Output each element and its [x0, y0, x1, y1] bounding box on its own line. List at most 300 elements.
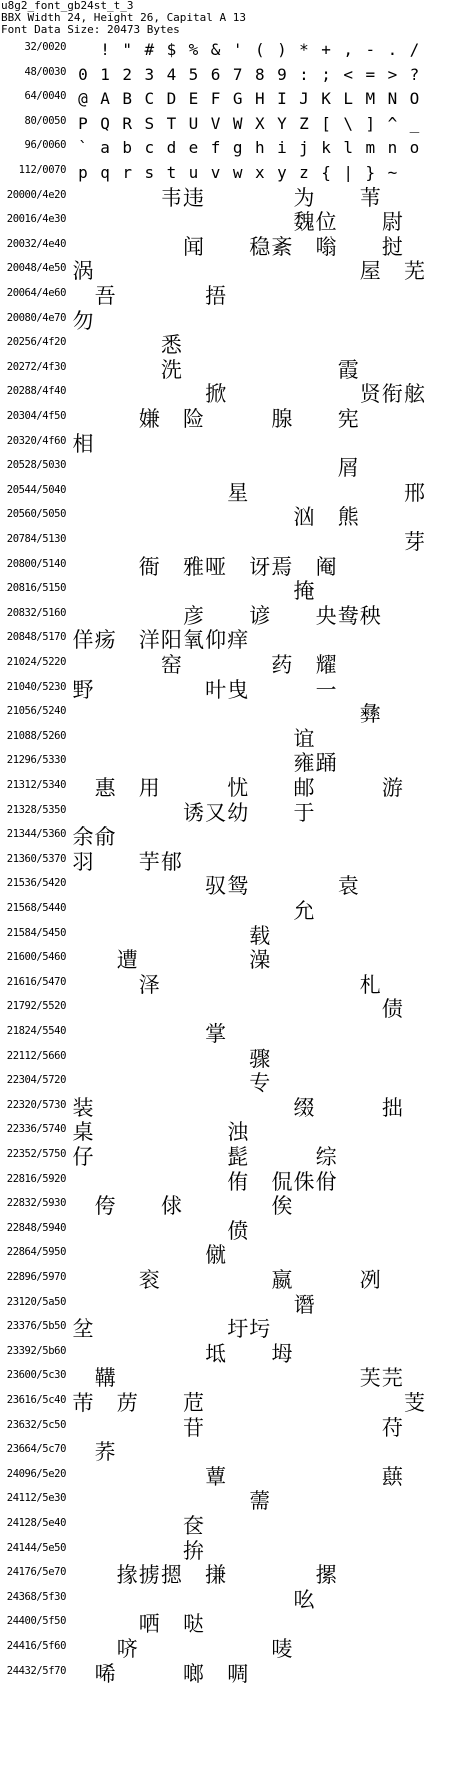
row-label: 22112/5660 [6, 1049, 66, 1062]
glyph-cell: 悉 [160, 333, 182, 358]
glyph-cell: 于 [293, 800, 315, 825]
glyph-cell: _ [409, 113, 420, 133]
glyph-row [0, 653, 475, 677]
glyph-cell: d [166, 138, 177, 158]
glyph-row [0, 1612, 475, 1636]
glyph-cell: 3 [144, 64, 155, 84]
glyph-cell: ` [78, 138, 88, 158]
glyph-cell: R [122, 113, 132, 133]
glyph-cell: 苻 [381, 1415, 403, 1440]
glyph-cell: 叶 [205, 677, 227, 702]
glyph-cell: 邮 [293, 776, 315, 800]
glyph-cell: 哑 [205, 554, 227, 579]
glyph-cell: z [299, 163, 309, 182]
glyph-cell: 俞 [94, 825, 116, 850]
glyph-cell: 贤 [359, 382, 381, 407]
glyph-cell: 星 [227, 480, 249, 505]
glyph-cell: K [321, 89, 331, 109]
glyph-cell: 嬴 [271, 1268, 293, 1292]
glyph-cell: " [122, 40, 132, 59]
glyph-row [0, 604, 475, 628]
glyph-cell: b [122, 138, 132, 158]
glyph-cell: B [122, 89, 132, 109]
glyph-row [0, 1440, 475, 1464]
glyph-cell: 鸳 [227, 874, 249, 899]
glyph-cell: 唛 [271, 1637, 293, 1661]
glyph-cell: 佾 [315, 1169, 337, 1194]
glyph-cell: p [78, 163, 88, 182]
glyph-cell: 装 [72, 1095, 94, 1120]
row-label: 21328/5350 [6, 803, 66, 816]
glyph-cell: 仰 [205, 628, 227, 653]
glyph-row [0, 1416, 475, 1440]
glyph-cell: F [210, 89, 221, 109]
row-label: 22304/5720 [6, 1074, 66, 1087]
glyph-cell: + [321, 40, 331, 59]
glyph-cell: 奁 [183, 1514, 204, 1538]
glyph-cell: U [188, 113, 199, 133]
glyph-cell: 险 [183, 407, 204, 431]
glyph-cell: % [188, 40, 199, 59]
glyph-row [0, 579, 475, 603]
glyph-cell: 侏 [293, 1169, 315, 1194]
glyph-cell: 偾 [227, 1218, 249, 1243]
glyph-cell: f [210, 138, 221, 158]
glyph-cell: 遭 [116, 948, 138, 973]
glyph-cell: 哜 [116, 1637, 138, 1661]
glyph-cell: 氧 [183, 628, 204, 653]
glyph-cell: 僦 [205, 1243, 227, 1268]
glyph-cell: 为 [293, 185, 315, 210]
glyph-cell: 闻 [183, 234, 204, 259]
glyph-cell: 桌 [72, 1120, 94, 1145]
glyph-row [0, 1268, 475, 1292]
glyph-row [0, 825, 475, 849]
glyph-cell: 捂 [205, 284, 227, 308]
glyph-cell: 位 [315, 210, 337, 235]
glyph-row [0, 161, 475, 185]
glyph-cell: H [254, 89, 265, 109]
row-label: 64/0040 [24, 90, 66, 103]
glyph-cell: 雅 [183, 554, 204, 579]
glyph-cell: 韦 [160, 185, 182, 210]
glyph-cell: O [409, 89, 420, 109]
glyph-cell: 蕈 [205, 1464, 227, 1489]
glyph-cell: 芜 [404, 259, 425, 284]
row-label: 21584/5450 [6, 926, 66, 939]
glyph-cell: 紊 [271, 234, 293, 259]
glyph-cell: 债 [381, 997, 403, 1022]
glyph-cell: 哂 [138, 1612, 160, 1637]
glyph-cell: 综 [315, 1145, 337, 1169]
glyph-row [0, 1539, 475, 1563]
glyph-cell: L [343, 89, 353, 109]
glyph-cell: 窑 [160, 653, 182, 677]
glyph-cell: 嗡 [315, 234, 337, 259]
glyph-row [0, 555, 475, 579]
glyph-cell: 啷 [183, 1661, 204, 1686]
glyph-cell: k [321, 138, 331, 158]
row-label: 20064/4e60 [6, 287, 66, 299]
glyph-cell: 汹 [293, 505, 315, 530]
row-label: 20544/5040 [6, 483, 66, 496]
glyph-row [0, 997, 475, 1021]
glyph-cell: 勿 [72, 308, 94, 333]
glyph-row [0, 1293, 475, 1317]
glyph-cell: 洋 [138, 628, 160, 653]
glyph-cell: 芽 [404, 530, 425, 554]
row-label: 24416/5f60 [6, 1640, 66, 1652]
glyph-row [0, 1588, 475, 1612]
glyph-row [0, 63, 475, 87]
row-label: 22336/5740 [6, 1123, 66, 1136]
glyph-cell: 游 [381, 776, 403, 800]
glyph-cell: 薷 [249, 1489, 271, 1514]
glyph-row [0, 505, 475, 529]
row-label: 112/0070 [18, 164, 66, 176]
glyph-row [0, 776, 475, 800]
glyph-cell: 忧 [227, 776, 249, 800]
glyph-cell: 苊 [183, 1391, 204, 1415]
glyph-cell: ! [100, 40, 110, 59]
row-label: 22320/5730 [6, 1098, 66, 1111]
glyph-cell: m [365, 138, 376, 158]
row-label: 24176/5e70 [6, 1566, 66, 1579]
row-label: 80/0050 [24, 114, 66, 127]
glyph-cell: y [277, 163, 287, 182]
glyph-cell: 俟 [271, 1194, 293, 1219]
row-label: 21296/5330 [6, 754, 66, 767]
glyph-row [0, 333, 475, 357]
glyph-row [0, 801, 475, 825]
glyph-cell: 秧 [359, 603, 381, 628]
glyph-row [0, 112, 475, 136]
glyph-cell: M [365, 89, 376, 109]
glyph-cell: 尉 [381, 210, 403, 235]
glyph-cell: 芰 [404, 1391, 425, 1415]
glyph-cell: 芾 [72, 1391, 94, 1415]
glyph-row [0, 702, 475, 726]
glyph-row [0, 874, 475, 898]
row-label: 23120/5a50 [6, 1295, 66, 1308]
glyph-row [0, 1096, 475, 1120]
glyph-row [0, 948, 475, 972]
glyph-cell: 嫌 [138, 407, 160, 431]
glyph-row [0, 1514, 475, 1538]
row-label: 96/0060 [24, 139, 66, 152]
glyph-cell: 熊 [337, 505, 359, 530]
glyph-cell: ) [277, 40, 287, 59]
glyph-cell: t [166, 163, 177, 182]
glyph-row [0, 432, 475, 456]
glyph-row [0, 210, 475, 234]
glyph-cell: 圬 [249, 1317, 271, 1342]
glyph-cell: o [409, 138, 420, 158]
glyph-cell: Q [100, 113, 110, 133]
glyph-cell: 衙 [138, 554, 160, 579]
glyph-cell: 阳 [160, 628, 182, 653]
glyph-cell: > [387, 64, 398, 84]
glyph-cell: 药 [271, 653, 293, 677]
glyph-cell: e [188, 138, 199, 158]
glyph-cell: l [343, 138, 353, 158]
glyph-cell: 蕻 [381, 1464, 403, 1489]
glyph-cell: ' [232, 40, 243, 59]
glyph-cell: [ [321, 113, 331, 133]
glyph-cell: 踊 [315, 751, 337, 776]
glyph-cell: 诱 [183, 800, 204, 825]
glyph-cell: 鸯 [337, 603, 359, 628]
glyph-cell: 野 [72, 677, 94, 702]
glyph-cell: 邢 [404, 480, 425, 505]
glyph-cell: 曳 [227, 677, 249, 702]
glyph-row [0, 136, 475, 160]
glyph-cell: D [166, 89, 177, 109]
glyph-cell: q [100, 163, 110, 182]
glyph-cell: r [122, 163, 132, 182]
glyph-cell: 谊 [293, 726, 315, 751]
glyph-cell: ; [321, 64, 331, 84]
glyph-cell: 芫 [381, 1366, 403, 1391]
glyph-cell: 惠 [94, 776, 116, 800]
glyph-cell: w [232, 163, 243, 182]
glyph-cell: . [387, 40, 398, 59]
glyph-cell: 雍 [293, 751, 315, 776]
glyph-cell: ? [409, 64, 420, 84]
glyph-cell: 宪 [337, 407, 359, 431]
glyph-cell: # [144, 40, 155, 59]
glyph-cell: 7 [232, 64, 243, 84]
glyph-cell: 侑 [227, 1169, 249, 1194]
glyph-cell: 耀 [315, 653, 337, 677]
glyph-cell: 苷 [183, 1415, 204, 1440]
glyph-cell: 苈 [116, 1391, 138, 1415]
row-label: 22848/5940 [6, 1221, 66, 1234]
row-label: 24144/5e50 [6, 1541, 66, 1554]
glyph-cell: 挝 [381, 234, 403, 259]
row-label: 23632/5c50 [6, 1418, 66, 1431]
glyph-cell: * [299, 40, 309, 59]
glyph-cell: 衮 [138, 1268, 160, 1292]
glyph-cell: 掳 [138, 1563, 160, 1588]
glyph-row [0, 1170, 475, 1194]
row-label: 21088/5260 [6, 729, 66, 742]
row-label: 20304/4f50 [6, 410, 66, 422]
glyph-cell: W [232, 113, 243, 133]
glyph-cell: 6 [210, 64, 221, 84]
row-label: 20000/4e20 [6, 188, 66, 201]
glyph-row [0, 38, 475, 62]
row-label: 22352/5750 [6, 1148, 66, 1160]
glyph-cell: 违 [183, 185, 204, 210]
glyph-cell: X [254, 113, 265, 133]
glyph-cell: 8 [254, 64, 265, 84]
row-label: 24400/5f50 [6, 1615, 66, 1628]
glyph-row [0, 850, 475, 874]
glyph-cell: x [254, 163, 265, 182]
glyph-row [0, 407, 475, 431]
row-label: 23600/5c30 [6, 1369, 66, 1382]
glyph-cell: s [144, 163, 155, 182]
glyph-cell: 摁 [160, 1563, 182, 1588]
glyph-row [0, 973, 475, 997]
row-label: 20800/5140 [6, 557, 66, 570]
glyph-cell: 仔 [72, 1145, 94, 1169]
glyph-row [0, 1145, 475, 1169]
glyph-cell: 骤 [249, 1046, 271, 1071]
glyph-cell: 荞 [94, 1440, 116, 1465]
glyph-cell: E [188, 89, 199, 109]
glyph-cell: 央 [315, 603, 337, 628]
glyph-cell: 泽 [138, 972, 160, 997]
row-label: 20080/4e70 [6, 311, 66, 324]
glyph-cell: $ [166, 40, 177, 59]
glyph-row [0, 1120, 475, 1144]
glyph-cell: 拚 [183, 1538, 204, 1563]
row-label: 24128/5e40 [6, 1517, 66, 1529]
glyph-cell: ( [254, 40, 265, 59]
glyph-cell: 2 [122, 64, 132, 84]
glyph-cell: 芙 [359, 1366, 381, 1391]
header-title: u8g2_font_gb24st_t_3 [1, 0, 134, 12]
glyph-row [0, 1194, 475, 1218]
glyph-row [0, 1047, 475, 1071]
glyph-cell: I [277, 89, 287, 109]
glyph-cell: i [277, 138, 287, 158]
row-label: 24096/5e20 [6, 1467, 66, 1480]
glyph-row [0, 1366, 475, 1390]
glyph-row [0, 1243, 475, 1267]
glyph-cell: 魏 [293, 210, 315, 235]
row-label: 20032/4e40 [6, 237, 66, 250]
row-label: 48/0030 [24, 65, 66, 78]
glyph-cell: 谮 [293, 1292, 315, 1317]
glyph-row [0, 481, 475, 505]
row-label: 20048/4e50 [6, 262, 66, 275]
glyph-row [0, 628, 475, 652]
glyph-row [0, 727, 475, 751]
glyph-cell: N [387, 89, 398, 109]
row-label: 22816/5920 [6, 1172, 66, 1185]
glyph-row [0, 1563, 475, 1587]
glyph-cell: 相 [72, 431, 94, 456]
glyph-cell: @ [78, 89, 88, 109]
row-label: 21536/5420 [6, 877, 66, 890]
glyph-cell: 掌 [205, 1022, 227, 1046]
glyph-cell: 彝 [359, 702, 381, 727]
glyph-cell: 唏 [94, 1661, 116, 1686]
glyph-cell: P [78, 113, 88, 133]
glyph-cell: c [144, 138, 155, 158]
glyph-row [0, 382, 475, 406]
glyph-cell: 俅 [160, 1194, 182, 1219]
glyph-cell: = [365, 64, 376, 84]
glyph-cell: 浊 [227, 1120, 249, 1145]
glyph-cell: ] [365, 113, 376, 133]
glyph-cell: 驭 [205, 874, 227, 899]
glyph-row [0, 87, 475, 111]
row-label: 21600/5460 [6, 951, 66, 964]
glyph-cell: 涡 [72, 259, 94, 284]
glyph-cell: Y [277, 113, 287, 133]
glyph-cell: | [343, 163, 353, 182]
glyph-cell: 谚 [249, 603, 271, 628]
glyph-row [0, 678, 475, 702]
row-label: 20832/5160 [6, 606, 66, 619]
glyph-cell: A [100, 89, 110, 109]
glyph-cell: 苇 [359, 185, 381, 210]
glyph-cell: 澡 [249, 948, 271, 973]
glyph-cell: 掀 [205, 382, 227, 407]
glyph-cell: 9 [277, 64, 287, 84]
glyph-cell: J [299, 89, 309, 109]
glyph-cell: \ [343, 113, 353, 133]
glyph-cell: 羽 [72, 849, 94, 874]
glyph-row [0, 1391, 475, 1415]
row-label: 20272/4f30 [6, 360, 66, 373]
glyph-cell: T [166, 113, 177, 133]
glyph-cell: 一 [315, 677, 337, 702]
glyph-cell: C [144, 89, 155, 109]
glyph-cell: g [232, 138, 243, 158]
row-label: 23392/5b60 [6, 1344, 66, 1357]
glyph-row [0, 924, 475, 948]
row-label: 20848/5170 [6, 631, 66, 644]
glyph-cell: / [409, 40, 420, 59]
glyph-cell: 衔 [381, 382, 403, 407]
glyph-row [0, 751, 475, 775]
glyph-cell: 搛 [205, 1563, 227, 1588]
glyph-cell: 讶 [249, 554, 271, 579]
glyph-cell: j [299, 138, 309, 158]
glyph-cell: 吆 [293, 1587, 315, 1612]
glyph-cell: 吾 [94, 284, 116, 308]
glyph-cell: 坌 [72, 1317, 94, 1342]
glyph-row [0, 1022, 475, 1046]
glyph-cell: 袁 [337, 874, 359, 899]
row-label: 23616/5c40 [6, 1394, 66, 1406]
row-label: 21056/5240 [6, 705, 66, 718]
glyph-cell: ~ [387, 163, 398, 182]
glyph-cell: 疡 [94, 628, 116, 653]
glyph-cell: 郁 [160, 849, 182, 874]
glyph-cell: : [299, 64, 309, 84]
glyph-cell: 0 [78, 64, 88, 84]
glyph-cell: ^ [387, 113, 398, 133]
glyph-row [0, 309, 475, 333]
glyph-cell: 冽 [359, 1268, 381, 1292]
glyph-cell: Z [299, 113, 309, 133]
glyph-cell: v [210, 163, 221, 182]
glyph-cell: 载 [249, 923, 271, 948]
glyph-row [0, 284, 475, 308]
row-label: 23664/5c70 [6, 1443, 66, 1456]
glyph-cell: 侃 [271, 1169, 293, 1194]
glyph-cell: 芋 [138, 849, 160, 874]
glyph-row [0, 259, 475, 283]
glyph-row [0, 1071, 475, 1095]
glyph-cell: 哒 [183, 1612, 204, 1637]
glyph-cell: & [210, 40, 221, 59]
glyph-cell: 坻 [205, 1341, 227, 1366]
header-size: Font Data Size: 20473 Bytes [1, 23, 180, 36]
glyph-cell: 痒 [227, 628, 249, 653]
row-label: 22864/5950 [6, 1246, 66, 1259]
row-label: 21024/5220 [6, 656, 66, 668]
glyph-cell: 佯 [72, 628, 94, 653]
row-label: 24368/5f30 [6, 1590, 66, 1603]
glyph-row [0, 1219, 475, 1243]
